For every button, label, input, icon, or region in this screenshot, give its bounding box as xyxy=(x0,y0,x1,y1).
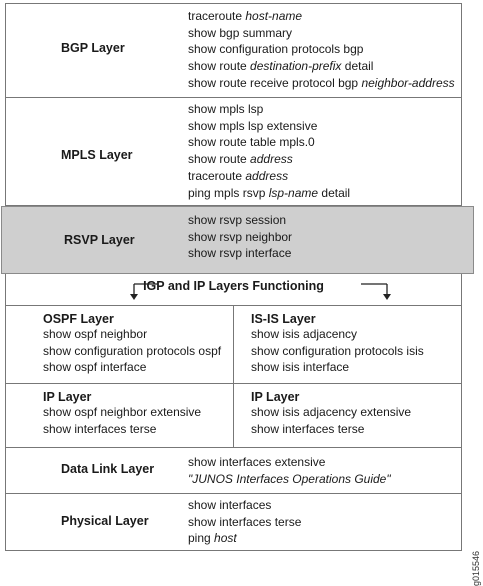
command-text: ping xyxy=(188,531,215,546)
mpls-layer-title: MPLS Layer xyxy=(61,148,133,162)
rsvp-layer-title: RSVP Layer xyxy=(64,233,135,247)
command-line xyxy=(188,101,350,118)
command-argument: address xyxy=(250,152,293,167)
command-text: show route xyxy=(188,59,251,74)
ip-left-commands xyxy=(43,404,201,437)
layers-diagram-frame xyxy=(5,3,462,551)
command-line: show ospf interface xyxy=(43,360,147,375)
command-text: show route table mpls.0 xyxy=(188,135,315,150)
command-line xyxy=(188,151,350,168)
ospf-layer-box xyxy=(43,312,221,389)
figure-id: g015546 xyxy=(471,551,481,586)
command-text: show mpls lsp xyxy=(188,102,264,116)
igp-header-title: IGP and IP Layers Functioning xyxy=(143,279,324,293)
isis-layer-box xyxy=(251,312,424,389)
physical-commands xyxy=(188,497,301,547)
command-argument: host-name xyxy=(245,9,303,23)
command-line xyxy=(188,58,455,75)
command-line xyxy=(188,514,301,531)
command-line xyxy=(188,118,350,135)
command-text: detail xyxy=(318,185,351,200)
command-line xyxy=(188,229,292,246)
command-text: show interfaces extensive xyxy=(188,455,326,469)
command-line xyxy=(188,245,292,262)
ip-layer-right-box xyxy=(251,390,411,453)
ip-layer-left-box xyxy=(43,390,201,453)
bgp-commands xyxy=(188,8,455,92)
command-text: traceroute xyxy=(188,168,246,183)
mpls-commands xyxy=(188,101,350,201)
ip-layer-right-title: IP Layer xyxy=(251,390,300,404)
command-text: detail xyxy=(341,59,374,74)
command-argument: address xyxy=(245,168,289,183)
command-line: show interfaces terse xyxy=(43,421,157,436)
bgp-layer-row xyxy=(6,4,461,98)
command-text: show rsvp session xyxy=(188,213,287,227)
command-text: show interfaces terse xyxy=(188,514,302,529)
command-line: show configuration protocols isis xyxy=(251,343,424,358)
command-line xyxy=(188,134,350,151)
command-line xyxy=(188,454,391,471)
rsvp-layer-row xyxy=(6,206,461,274)
command-text: show rsvp interface xyxy=(188,246,292,261)
command-argument: destination-prefix xyxy=(250,59,342,74)
command-text: show rsvp neighbor xyxy=(188,229,293,244)
ospf-commands xyxy=(43,326,221,376)
command-text: ping mpls rsvp xyxy=(188,185,269,200)
command-line: show isis adjacency xyxy=(251,327,358,341)
command-line: show configuration protocols ospf xyxy=(43,343,222,358)
command-line xyxy=(188,471,391,488)
isis-layer-title: IS-IS Layer xyxy=(251,312,316,326)
command-line: show isis interface xyxy=(251,360,350,375)
command-text: show mpls lsp extensive xyxy=(188,118,318,133)
command-line xyxy=(188,530,301,547)
command-line xyxy=(188,41,455,58)
isis-commands xyxy=(251,326,424,376)
command-line xyxy=(188,168,350,185)
left-arrow-icon xyxy=(124,280,164,302)
igp-header-row xyxy=(6,274,461,305)
command-line: show interfaces terse xyxy=(251,421,365,436)
command-line xyxy=(188,75,455,92)
command-text: show bgp summary xyxy=(188,25,293,40)
rsvp-commands xyxy=(188,212,292,262)
command-text: show route xyxy=(188,152,251,167)
command-argument: "JUNOS Interfaces Operations Guide" xyxy=(188,471,391,486)
datalink-layer-title: Data Link Layer xyxy=(61,462,155,476)
command-line xyxy=(188,8,455,25)
physical-layer-title: Physical Layer xyxy=(61,514,149,528)
command-text: traceroute xyxy=(188,9,246,23)
mpls-layer-row xyxy=(6,98,461,206)
command-text: show configuration protocols bgp xyxy=(188,42,364,57)
datalink-layer-row xyxy=(6,448,461,494)
ip-right-commands xyxy=(251,404,411,437)
command-line xyxy=(188,25,455,42)
column-divider xyxy=(233,305,234,448)
command-text: show interfaces xyxy=(188,498,272,512)
command-line: show ospf neighbor extensive xyxy=(43,405,202,419)
right-arrow-icon xyxy=(359,280,399,302)
command-line: show isis adjacency extensive xyxy=(251,405,412,419)
command-line: show ospf neighbor xyxy=(43,327,148,341)
ip-layer-left-title: IP Layer xyxy=(43,390,92,404)
bgp-layer-title: BGP Layer xyxy=(61,41,125,55)
command-line xyxy=(188,497,301,514)
command-argument: lsp-name xyxy=(268,185,319,200)
datalink-commands xyxy=(188,454,391,487)
command-argument: neighbor-address xyxy=(361,75,455,90)
command-argument: host xyxy=(214,531,237,546)
command-text: show route receive protocol bgp xyxy=(188,75,362,90)
command-line xyxy=(188,185,350,202)
ospf-layer-title: OSPF Layer xyxy=(43,312,114,326)
physical-layer-row xyxy=(6,494,461,550)
command-line xyxy=(188,212,292,229)
